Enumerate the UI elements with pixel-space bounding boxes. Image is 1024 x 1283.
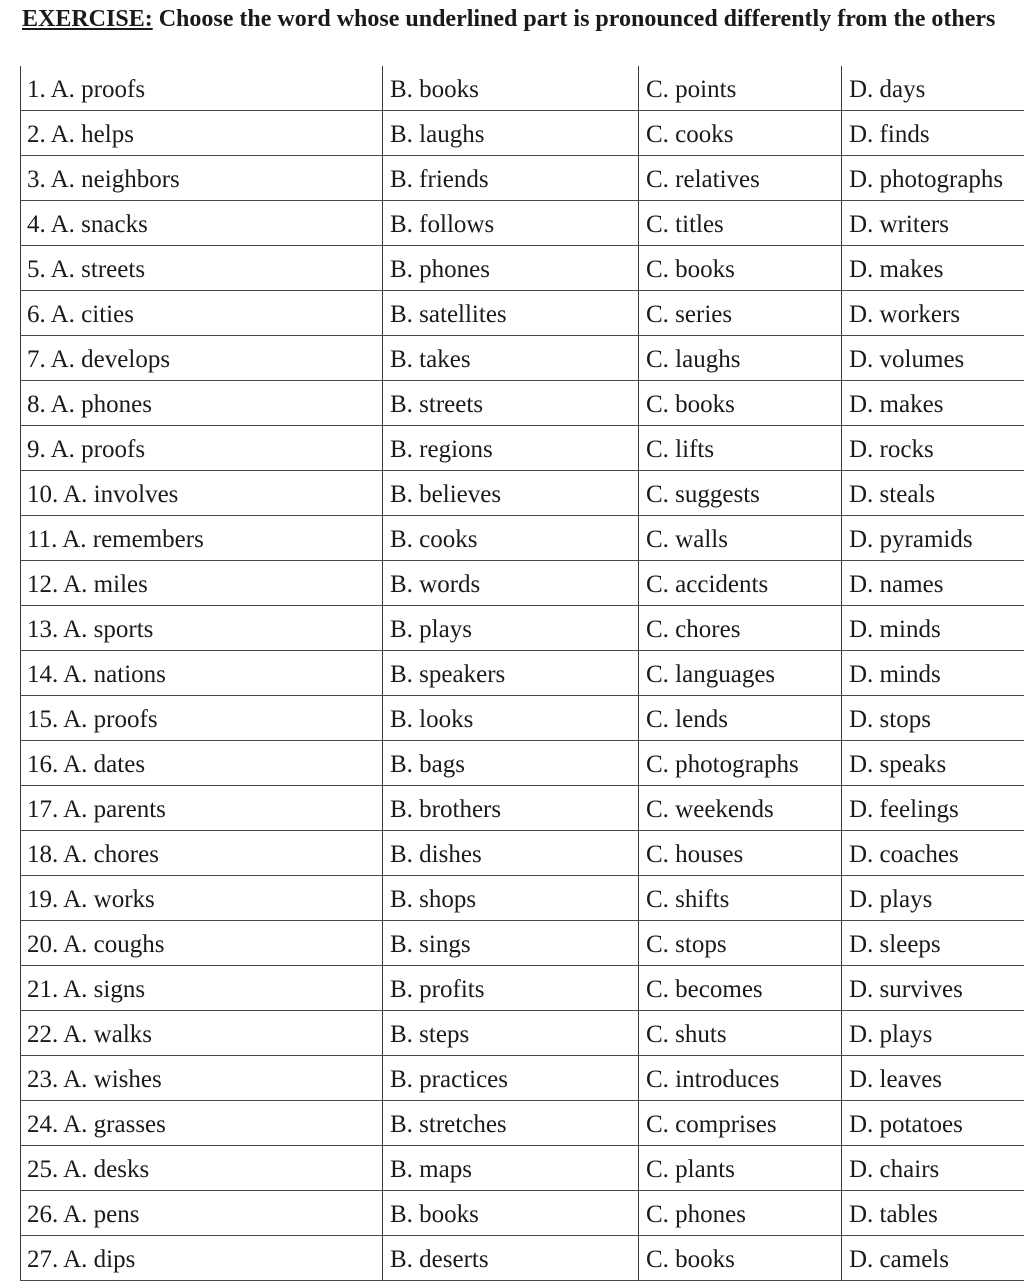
question-17-option-d: D. feelings (849, 796, 959, 823)
question-27-option-a: 27. A. dips (27, 1246, 136, 1273)
question-22-option-b: B. steps (390, 1021, 470, 1048)
question-row-22 (20, 1011, 1024, 1056)
question-18-option-c: C. houses (646, 841, 744, 868)
question-6-option-a: 6. A. cities (27, 301, 134, 328)
question-4-option-d: D. writers (849, 211, 949, 238)
question-row-16 (20, 741, 1024, 786)
exercise-heading (22, 4, 1022, 35)
question-7-option-c: C. laughs (646, 346, 741, 373)
exercise-label: EXERCISE: (22, 6, 153, 32)
question-1-option-c: C. points (646, 76, 737, 103)
question-23-option-d: D. leaves (849, 1066, 943, 1093)
question-18-option-a: 18. A. chores (27, 841, 159, 868)
question-7-option-b: B. takes (390, 346, 471, 373)
question-9-option-d: D. rocks (849, 436, 934, 463)
question-11-option-d: D. pyramids (849, 526, 973, 553)
question-row-19 (20, 876, 1024, 921)
question-12-option-c: C. accidents (646, 571, 769, 598)
question-25-option-d: D. chairs (849, 1156, 940, 1183)
question-21-option-a: 21. A. signs (27, 976, 146, 1003)
question-3-option-d: D. photographs (849, 166, 1004, 193)
question-5-option-a: 5. A. streets (27, 256, 146, 283)
question-9-option-c: C. lifts (646, 436, 715, 463)
question-17-option-b: B. brothers (390, 796, 502, 823)
question-26-option-a: 26. A. pens (27, 1201, 140, 1228)
question-21-option-d: D. survives (849, 976, 963, 1003)
question-1-option-a: 1. A. proofs (27, 76, 146, 103)
question-row-13 (20, 606, 1024, 651)
question-7-option-a: 7. A. develops (27, 346, 171, 373)
question-11-option-b: B. cooks (390, 526, 478, 553)
question-23-option-a: 23. A. wishes (27, 1066, 162, 1093)
question-25-option-b: B. maps (390, 1156, 472, 1183)
question-13-option-a: 13. A. sports (27, 616, 154, 643)
question-17-option-c: C. weekends (646, 796, 774, 823)
question-row-14 (20, 651, 1024, 696)
question-4-option-b: B. follows (390, 211, 495, 238)
question-25-option-c: C. plants (646, 1156, 735, 1183)
question-27-option-c: C. books (646, 1246, 735, 1273)
question-row-20 (20, 921, 1024, 966)
question-16-option-c: C. photographs (646, 751, 799, 778)
question-18-option-b: B. dishes (390, 841, 482, 868)
question-10-option-c: C. suggests (646, 481, 760, 508)
question-row-2 (20, 111, 1024, 156)
question-14-option-a: 14. A. nations (27, 661, 166, 688)
question-8-option-c: C. books (646, 391, 735, 418)
question-24-option-a: 24. A. grasses (27, 1111, 166, 1138)
question-19-option-a: 19. A. works (27, 886, 155, 913)
question-26-option-d: D. tables (849, 1201, 938, 1228)
question-22-option-d: D. plays (849, 1021, 933, 1048)
question-row-7 (20, 336, 1024, 381)
question-2-option-b: B. laughs (390, 121, 485, 148)
question-19-option-d: D. plays (849, 886, 933, 913)
question-10-option-b: B. believes (390, 481, 502, 508)
question-19-option-c: C. shifts (646, 886, 730, 913)
question-22-option-a: 22. A. walks (27, 1021, 152, 1048)
question-13-option-c: C. chores (646, 616, 741, 643)
question-row-12 (20, 561, 1024, 606)
question-6-option-b: B. satellites (390, 301, 507, 328)
question-23-option-c: C. introduces (646, 1066, 780, 1093)
question-19-option-b: B. shops (390, 886, 477, 913)
question-26-option-c: C. phones (646, 1201, 746, 1228)
question-row-11 (20, 516, 1024, 561)
question-20-option-b: B. sings (390, 931, 471, 958)
question-16-option-b: B. bags (390, 751, 465, 778)
question-17-option-a: 17. A. parents (27, 796, 166, 823)
question-row-24 (20, 1101, 1024, 1146)
question-7-option-d: D. volumes (849, 346, 965, 373)
question-5-option-b: B. phones (390, 256, 490, 283)
question-20-option-d: D. sleeps (849, 931, 941, 958)
question-14-option-c: C. languages (646, 661, 776, 688)
table-rows (20, 66, 1024, 1281)
question-20-option-c: C. stops (646, 931, 727, 958)
question-2-option-d: D. finds (849, 121, 930, 148)
question-row-17 (20, 786, 1024, 831)
question-9-option-a: 9. A. proofs (27, 436, 146, 463)
question-16-option-d: D. speaks (849, 751, 947, 778)
question-13-option-b: B. plays (390, 616, 472, 643)
question-13-option-d: D. minds (849, 616, 941, 643)
question-10-option-a: 10. A. involves (27, 481, 179, 508)
question-row-18 (20, 831, 1024, 876)
question-row-21 (20, 966, 1024, 1011)
question-15-option-a: 15. A. proofs (27, 706, 158, 733)
question-25-option-a: 25. A. desks (27, 1156, 150, 1183)
question-row-9 (20, 426, 1024, 471)
question-4-option-c: C. titles (646, 211, 724, 238)
question-6-option-d: D. workers (849, 301, 961, 328)
question-15-option-d: D. stops (849, 706, 931, 733)
question-21-option-b: B. profits (390, 976, 485, 1003)
question-9-option-b: B. regions (390, 436, 493, 463)
question-row-26 (20, 1191, 1024, 1236)
question-12-option-b: B. words (390, 571, 481, 598)
question-row-8 (20, 381, 1024, 426)
question-11-option-c: C. walls (646, 526, 728, 553)
question-row-1 (20, 66, 1024, 111)
question-24-option-b: B. stretches (390, 1111, 507, 1138)
question-22-option-c: C. shuts (646, 1021, 727, 1048)
question-10-option-d: D. steals (849, 481, 936, 508)
question-8-option-b: B. streets (390, 391, 484, 418)
question-14-option-d: D. minds (849, 661, 941, 688)
question-4-option-a: 4. A. snacks (27, 211, 148, 238)
question-3-option-b: B. friends (390, 166, 489, 193)
question-20-option-a: 20. A. coughs (27, 931, 165, 958)
question-row-4 (20, 201, 1024, 246)
question-14-option-b: B. speakers (390, 661, 506, 688)
exercise-table (20, 66, 1024, 1280)
question-21-option-c: C. becomes (646, 976, 763, 1003)
question-23-option-b: B. practices (390, 1066, 509, 1093)
question-12-option-a: 12. A. miles (27, 571, 148, 598)
question-row-15 (20, 696, 1024, 741)
question-27-option-b: B. deserts (390, 1246, 489, 1273)
question-12-option-d: D. names (849, 571, 944, 598)
question-1-option-d: D. days (849, 76, 926, 103)
question-3-option-c: C. relatives (646, 166, 760, 193)
question-row-6 (20, 291, 1024, 336)
question-24-option-d: D. potatoes (849, 1111, 963, 1138)
question-row-5 (20, 246, 1024, 291)
question-row-25 (20, 1146, 1024, 1191)
question-24-option-c: C. comprises (646, 1111, 777, 1138)
question-11-option-a: 11. A. remembers (27, 526, 204, 553)
question-15-option-c: C. lends (646, 706, 728, 733)
question-2-option-a: 2. A. helps (27, 121, 134, 148)
question-row-10 (20, 471, 1024, 516)
question-2-option-c: C. cooks (646, 121, 734, 148)
question-6-option-c: C. series (646, 301, 733, 328)
question-5-option-c: C. books (646, 256, 735, 283)
question-3-option-a: 3. A. neighbors (27, 166, 180, 193)
question-1-option-b: B. books (390, 76, 479, 103)
question-8-option-a: 8. A. phones (27, 391, 152, 418)
question-27-option-d: D. camels (849, 1246, 949, 1273)
question-16-option-a: 16. A. dates (27, 751, 146, 778)
question-5-option-d: D. makes (849, 256, 944, 283)
question-row-27 (20, 1236, 1024, 1281)
question-18-option-d: D. coaches (849, 841, 959, 868)
question-row-3 (20, 156, 1024, 201)
exercise-instruction: Choose the word whose underlined part is pronounced differently from the others (152, 6, 996, 32)
question-8-option-d: D. makes (849, 391, 944, 418)
question-row-23 (20, 1056, 1024, 1101)
question-15-option-b: B. looks (390, 706, 474, 733)
question-26-option-b: B. books (390, 1201, 479, 1228)
